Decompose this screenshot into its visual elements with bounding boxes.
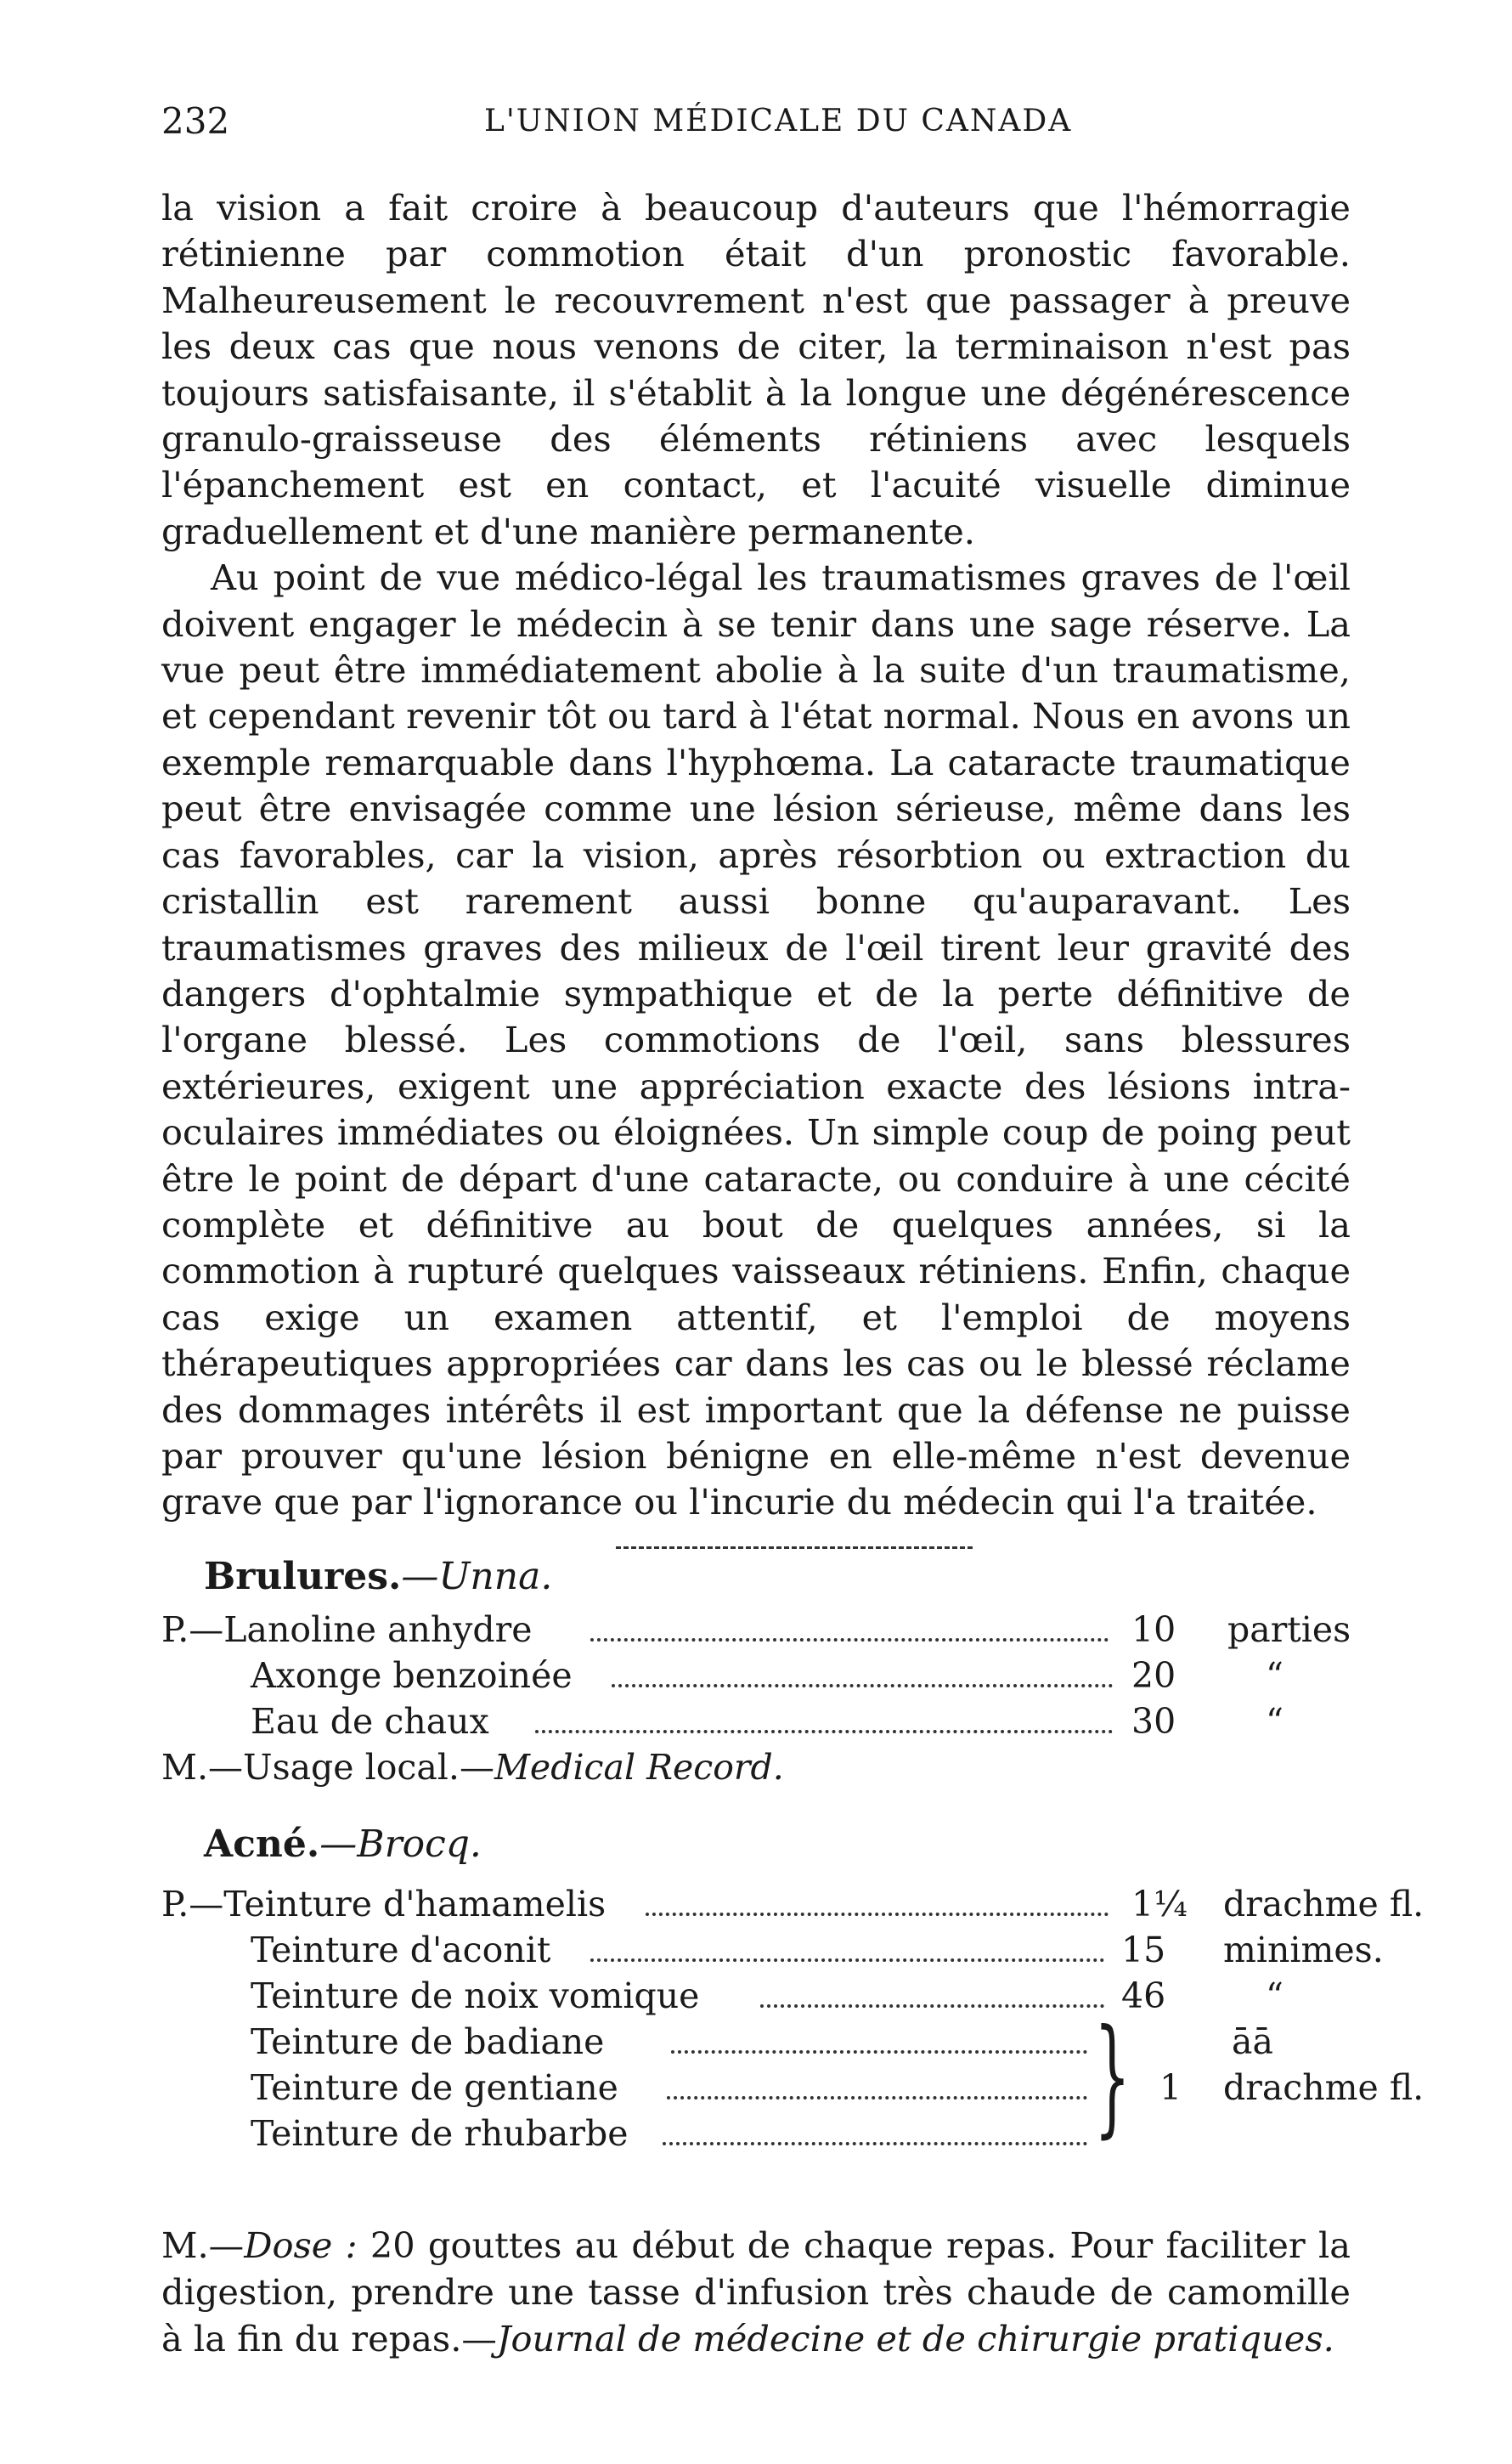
usage-text: M.—Usage local.—	[161, 1747, 494, 1788]
ingredient-name: P.—Teinture d'hamamelis	[161, 1884, 606, 1924]
ingredient-name: Teinture de gentiane	[251, 2067, 618, 2108]
recipe-title: Brulures.	[204, 1555, 402, 1598]
ingredient-name: Teinture de badiane	[251, 2021, 605, 2062]
ingredient-unit: “	[1266, 1701, 1284, 1742]
grouping-brace: }	[1094, 2003, 1131, 2150]
section-separator	[616, 1546, 973, 1549]
ingredient-quantity: 1¼	[1131, 1884, 1188, 1924]
ingredient-unit: āā	[1232, 2021, 1273, 2062]
dot-leader	[646, 1913, 1109, 1916]
ingredient-unit: “	[1266, 1655, 1284, 1696]
ingredient-name: Teinture d'aconit	[251, 1930, 551, 1970]
recipe-acne	[161, 1823, 1425, 2213]
ingredient-line	[161, 2067, 1425, 2113]
usage-line	[161, 1747, 1351, 1793]
dose-text: 20 gouttes au début de chaque repas. Pour faciliter la digestion, prendre une tasse d'infusion très chaude de camomille à la fin du repas.—	[161, 2224, 1351, 2359]
recipe-title: Acné.	[204, 1823, 320, 1866]
recipe-author: —Brocq.	[319, 1823, 482, 1866]
ingredient-name: Teinture de rhubarbe	[251, 2113, 629, 2154]
ingredient-quantity: 1	[1159, 2067, 1182, 2108]
dot-leader	[612, 1684, 1113, 1687]
dose-label: Dose :	[244, 2224, 358, 2266]
paragraph: Au point de vue médico-légal les traumatismes graves de l'œil doivent engager le médecin à se tenir dans une sage réserve. La vue peut être immédiatement abolie à la suite d'un traumatisme, et cependant revenir tôt ou tard à l'état normal. Nous en avons un exemple remarquable dans l'hyphœma. La cataracte traumatique peut être envisagée comme une lésion sérieuse, même dans les cas favorables, car la vision, après résorbtion ou extraction du cristallin est rarement aussi bonne qu'auparavant. Les traumatismes graves des milieux de l'œil tirent leur gravité des dangers d'ophtalmie sympathique et de la perte définitive de l'organe blessé. Les commotions de l'œil, sans blessures extérieures, exigent une appréciation exacte des lésions intra-oculaires immédiates ou éloignées. Un simple coup de poing peut être le point de départ d'une cataracte, ou conduire à une cécité complète et définitive au bout de quelques années, si la commotion à rupturé quelques vaisseaux rétiniens. Enfin, chaque cas exige un examen attentif, et l'emploi de moyens thérapeutiques appropriées car dans les cas ou le blessé réclame des dommages intérêts il est important que la défense ne puisse par prouver qu'une lésion bénigne en elle-même n'est devenue grave que par l'ignorance ou l'incurie du médecin qui l'a traitée.	[161, 557, 1351, 1523]
ingredient-line	[161, 1930, 1384, 1975]
ingredient-quantity: 15	[1121, 1930, 1166, 1970]
ingredient-quantity: 10	[1131, 1609, 1176, 1650]
ingredient-quantity: 30	[1131, 1701, 1176, 1742]
usage-source: Medical Record.	[494, 1747, 784, 1788]
dose-instructions	[161, 2222, 1351, 2362]
article-body	[161, 185, 1351, 1526]
ingredient-quantity: 20	[1131, 1655, 1176, 1696]
dot-leader	[760, 2004, 1104, 2008]
recipe-brulures	[161, 1555, 1351, 1810]
paragraph: la vision a fait croire à beaucoup d'auteurs que l'hémorragie rétinienne par commotion était d'un pronostic favorable. Malheureusement le recouvrement n'est que passager à preuve les deux cas que nous venons de citer, la terminaison n'est pas toujours satisfaisante, il s'établit à la longue une dégénérescence granulo-graisseuse des éléments rétiniens avec lesquels l'épanchement est en contact, et l'acuité visuelle diminue graduellement et d'une manière permanente.	[161, 187, 1351, 552]
ingredient-name: Teinture de noix vomique	[251, 1975, 700, 2016]
recipe-author: —Unna.	[401, 1555, 553, 1598]
ingredient-unit: drachme fl.	[1223, 2067, 1425, 2108]
ingredient-unit: parties	[1227, 1609, 1351, 1650]
ingredient-quantity: 46	[1121, 1975, 1166, 2016]
ingredient-line	[161, 2113, 1351, 2159]
page-number: 232	[161, 100, 230, 142]
ingredient-name: Axonge benzoinée	[251, 1655, 573, 1696]
dose-source: Journal de médecine et de chirurgie pratiques.	[496, 2318, 1334, 2359]
ingredient-name: P.—Lanoline anhydre	[161, 1609, 533, 1650]
recipe-heading	[204, 1555, 552, 1598]
ingredient-line	[161, 1884, 1425, 1930]
dot-leader	[590, 1638, 1109, 1642]
ingredient-line	[161, 1609, 1351, 1655]
recipe-heading	[204, 1823, 482, 1866]
dot-leader	[590, 1958, 1104, 1962]
dose-prefix: M.—	[161, 2224, 245, 2266]
ingredient-unit: drachme fl.	[1223, 1884, 1425, 1924]
ingredient-unit: minimes.	[1223, 1930, 1384, 1970]
dose-paragraph	[161, 2222, 1351, 2362]
dot-leader	[671, 2050, 1087, 2054]
ingredient-name: Eau de chaux	[251, 1701, 489, 1742]
ingredient-line	[161, 2021, 1351, 2067]
running-head	[161, 100, 1351, 148]
dot-leader	[667, 2096, 1087, 2099]
ingredient-unit: “	[1266, 1975, 1284, 2016]
journal-title: L'UNION MÉDICALE DU CANADA	[484, 104, 1073, 138]
ingredient-line	[161, 1655, 1351, 1701]
ingredient-line	[161, 1701, 1351, 1747]
dot-leader	[663, 2142, 1087, 2145]
dot-leader	[535, 1730, 1113, 1733]
ingredient-line	[161, 1975, 1351, 2021]
